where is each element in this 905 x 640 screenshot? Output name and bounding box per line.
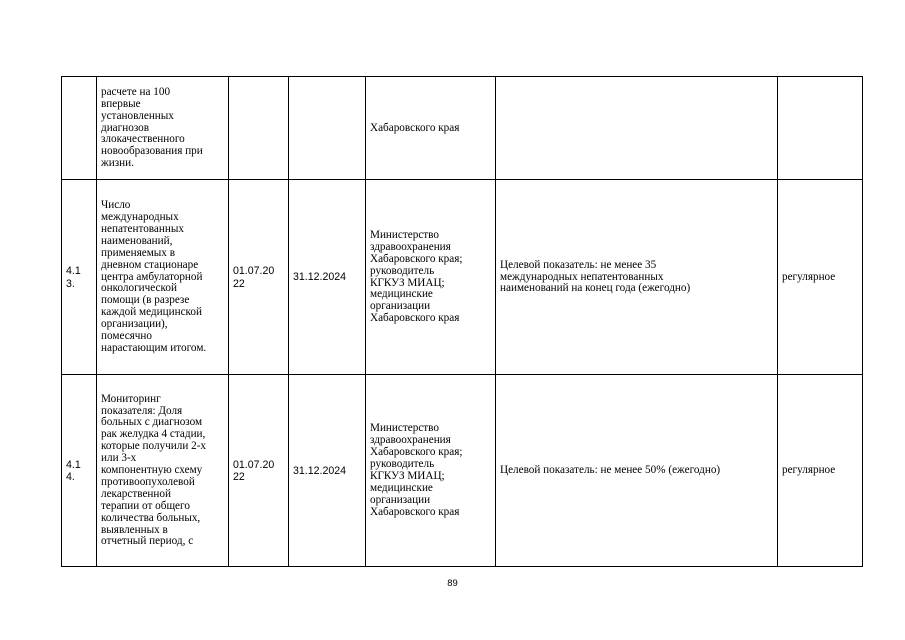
- end-date-cell: 31.12.2024: [289, 180, 366, 375]
- indicator-line: онкологической: [101, 282, 177, 295]
- indicator-line: выявленных в: [101, 523, 168, 536]
- responsible-line: КГКУЗ МИАЦ;: [370, 470, 445, 482]
- indicator-line: организации),: [101, 318, 168, 331]
- indicator-line: установленных: [101, 109, 174, 122]
- indicator-line: противоопухолевой: [101, 475, 195, 488]
- indicator-line: рак желудка 4 стадии,: [101, 428, 206, 441]
- table-row: [62, 180, 863, 375]
- responsible-line: здравоохранения: [370, 240, 451, 253]
- indicator-cell: [97, 180, 229, 375]
- start-date-cell: [229, 375, 289, 567]
- table-row: [62, 77, 863, 180]
- indicator-line: помесячно: [101, 330, 153, 343]
- responsible-line: Хабаровского края;: [370, 446, 463, 459]
- date-line: 01.07.20: [233, 265, 275, 278]
- indicator-line: больных с диагнозом: [101, 416, 203, 429]
- indicator-line: терапии от общего: [101, 499, 190, 512]
- responsible-line: руководитель: [370, 264, 435, 277]
- page-number: 89: [447, 578, 458, 589]
- target-cell: [496, 180, 778, 375]
- row-number-line: 4.1: [66, 265, 81, 278]
- indicator-line: или 3-х: [101, 452, 137, 465]
- row-number-line: 4.: [66, 471, 75, 483]
- indicator-line: новообразования при: [101, 145, 203, 158]
- responsible-line: Хабаровского края: [370, 312, 460, 325]
- event-type-cell: регулярное: [778, 180, 863, 375]
- indicator-line: показателя: Доля: [101, 404, 183, 417]
- indicator-line: наименований,: [101, 234, 173, 247]
- responsible-line: Хабаровского края;: [370, 252, 463, 265]
- row-number-cell: [62, 180, 97, 375]
- start-date-cell: [229, 77, 289, 180]
- indicator-line: каждой медицинской: [101, 306, 202, 319]
- responsible-line: Хабаровского края: [370, 505, 460, 518]
- indicator-line: которые получили 2-х: [101, 440, 207, 453]
- end-date-cell: 31.12.2024: [289, 375, 366, 567]
- start-date-cell: [229, 180, 289, 375]
- responsible-line: руководитель: [370, 458, 435, 471]
- target-line: наименований на конец года (ежегодно): [500, 282, 691, 295]
- indicator-line: жизни.: [101, 157, 134, 170]
- date-line: 22: [233, 471, 245, 483]
- indicator-cell: [97, 375, 229, 567]
- date-line: 01.07.20: [233, 458, 275, 471]
- indicator-line: центра амбулаторной: [101, 270, 203, 283]
- date-line: 22: [233, 277, 245, 290]
- indicator-line: компонентную схему: [101, 464, 203, 477]
- indicator-line: Число: [101, 199, 131, 212]
- end-date-cell: [289, 77, 366, 180]
- responsible-line: организации: [370, 300, 431, 313]
- indicator-line: международных: [101, 211, 179, 224]
- table-row: [62, 375, 863, 567]
- responsible-line: медицинские: [370, 288, 433, 301]
- target-line: международных непатентованных: [500, 270, 664, 283]
- indicator-line: нарастающим итогом.: [101, 341, 207, 354]
- indicator-line: применяемых в: [101, 246, 175, 259]
- indicator-line: количества больных,: [101, 511, 201, 524]
- row-number-cell: [62, 375, 97, 567]
- row-number-cell: [62, 77, 97, 180]
- measures-table: [61, 76, 863, 567]
- responsible-cell: [366, 180, 496, 375]
- target-cell: Целевой показатель: не менее 50% (ежегодно): [496, 375, 778, 567]
- responsible-line: организации: [370, 493, 431, 506]
- responsible-cell: Хабаровского края: [366, 77, 496, 180]
- indicator-line: расчете на 100: [101, 85, 171, 98]
- responsible-cell: [366, 375, 496, 567]
- responsible-line: Министерство: [370, 228, 439, 241]
- indicator-line: диагнозов: [101, 121, 150, 134]
- row-number-line: 3.: [66, 277, 75, 290]
- row-number-line: 4.1: [66, 458, 81, 471]
- indicator-line: впервые: [101, 97, 141, 110]
- indicator-line: злокачественного: [101, 133, 185, 146]
- indicator-line: отчетный период, с: [101, 535, 194, 548]
- indicator-line: Мониторинг: [101, 392, 161, 405]
- responsible-line: Министерство: [370, 422, 439, 435]
- target-line: Целевой показатель: не менее 35: [500, 258, 657, 271]
- event-type-cell: [778, 77, 863, 180]
- target-cell: [496, 77, 778, 180]
- indicator-line: лекарственной: [101, 487, 171, 500]
- responsible-line: КГКУЗ МИАЦ;: [370, 276, 445, 289]
- indicator-line: дневном стационаре: [101, 258, 199, 271]
- indicator-line: помощи (в разрезе: [101, 294, 190, 307]
- indicator-cell: [97, 77, 229, 180]
- indicator-line: непатентованных: [101, 222, 184, 235]
- responsible-line: медицинские: [370, 481, 433, 494]
- event-type-cell: регулярное: [778, 375, 863, 567]
- responsible-line: здравоохранения: [370, 434, 451, 447]
